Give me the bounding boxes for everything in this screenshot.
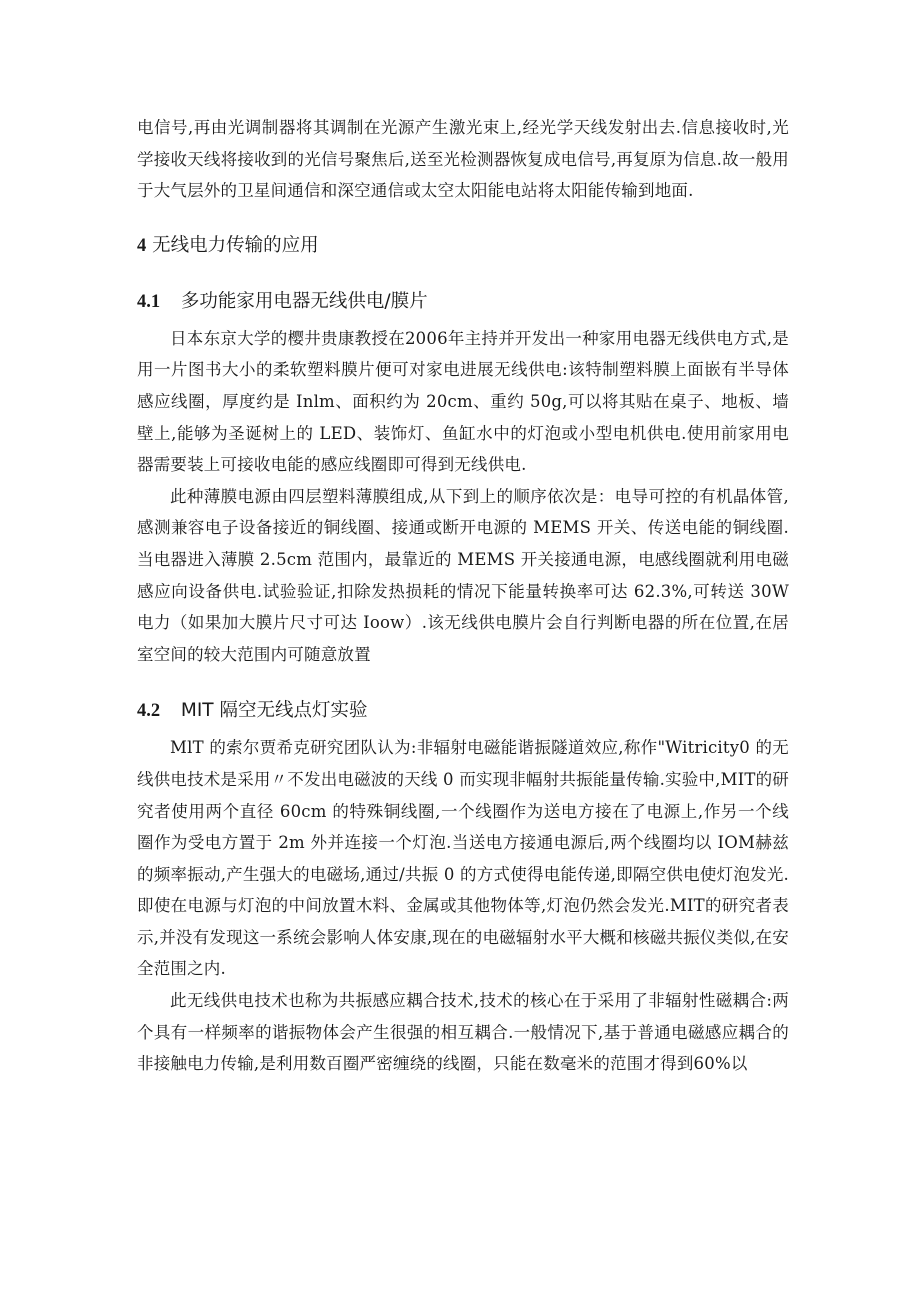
section-4-1-heading <box>137 287 789 317</box>
intro-paragraph: 电信号,再由光调制器将其调制在光源产生激光束上,经光学天线发射出去.信息接收时,光学接收天线将接收到的光信号聚焦后,送至光检测器恢复成电信号,再复原为信息.故一般用于大气层外的卫星间通信和深空通信或太空太阳能电站将太阳能传输到地面. <box>137 118 789 201</box>
document-body <box>137 112 789 1080</box>
section-4-1-paragraph-2: 此种薄膜电源由四层塑料薄膜组成,从下到上的顺序依次是：电导可控的有机晶体管,感测兼容电子设备接近的铜线圈、接通或断开电源的 MEMS 开关、传送电能的铜线圈.当电器进入薄膜 2.5cm 范围内，最靠近的 MEMS 开关接通电源，电感线圈就利用电磁感应向设备供电.试验验证,扣除发热损耗的情况下能量转换率可达 62.3%,可转送 30W 电力（如果加大膜片尺寸可达 Ioow）.该无线供电膜片会自行判断电器的所在位置,在居室空间的较大范围内可随意放置 <box>137 486 789 664</box>
section-4-heading <box>137 231 789 261</box>
section-4-2-title: MIT 隔空无线点灯实验 <box>180 700 368 722</box>
section-4-1-number: 4.1 <box>137 291 161 312</box>
section-4-number: 4 <box>137 235 147 256</box>
section-4-1-title: 多功能家用电器无线供电/膜片 <box>180 290 428 312</box>
section-4-1-paragraph-1: 日本东京大学的樱井贵康教授在2006年主持并开发出一种家用电器无线供电方式,是用一片图书大小的柔软塑料膜片便可对家电进展无线供电:该特制塑料膜上面嵌有半导体感应线圈，厚度约是 Inlm、面积约为 20cm、重约 50g,可以将其贴在桌子、地板、墙壁上,能够为圣诞树上的 LED、装饰灯、鱼缸水中的灯泡或小型电机供电.使用前家用电器需要装上可接收电能的感应线圈即可得到无线供电. <box>137 328 789 475</box>
section-4-2-paragraph-2: 此无线供电技术也称为共振感应耦合技术,技术的核心在于采用了非辐射性磁耦合:两个具有一样频率的谐振物体会产生很强的相互耦合.一般情况下,基于普通电磁感应耦合的非接触电力传输,是利用数百圈严密缠绕的线圈，只能在数毫米的范围才得到60%以 <box>137 991 789 1074</box>
section-4-title: 无线电力传输的应用 <box>152 234 319 256</box>
section-4-2-heading <box>137 696 789 726</box>
section-4-2-number: 4.2 <box>137 701 161 722</box>
section-4-2-paragraph-1: MlT 的索尔贾希克研究团队认为:非辐射电磁能谐振隧道效应,称作"Witricity0 的无线供电技术是采用〃不发出电磁波的天线 0 而实现非幅射共振能量传输.实验中,MIT的研究者使用两个直径 60cm 的特殊铜线圈,一个线圈作为送电方接在了电源上,作另一个线圈作为受电方置于 2m 外并连接一个灯泡.当送电方接通电源后,两个线圈均以 IOM赫兹的频率振动,产生强大的电磁场,通过/共振 0 的方式使得电能传递,即隔空供电使灯泡发光.即使在电源与灯泡的中间放置木料、金属或其他物体等,灯泡仍然会发光.MIT的研究者表示,并没有发现这一系统会影响人体安康,现在的电磁辐射水平大概和核磁共振仪类似,在安全范围之内. <box>137 738 789 979</box>
